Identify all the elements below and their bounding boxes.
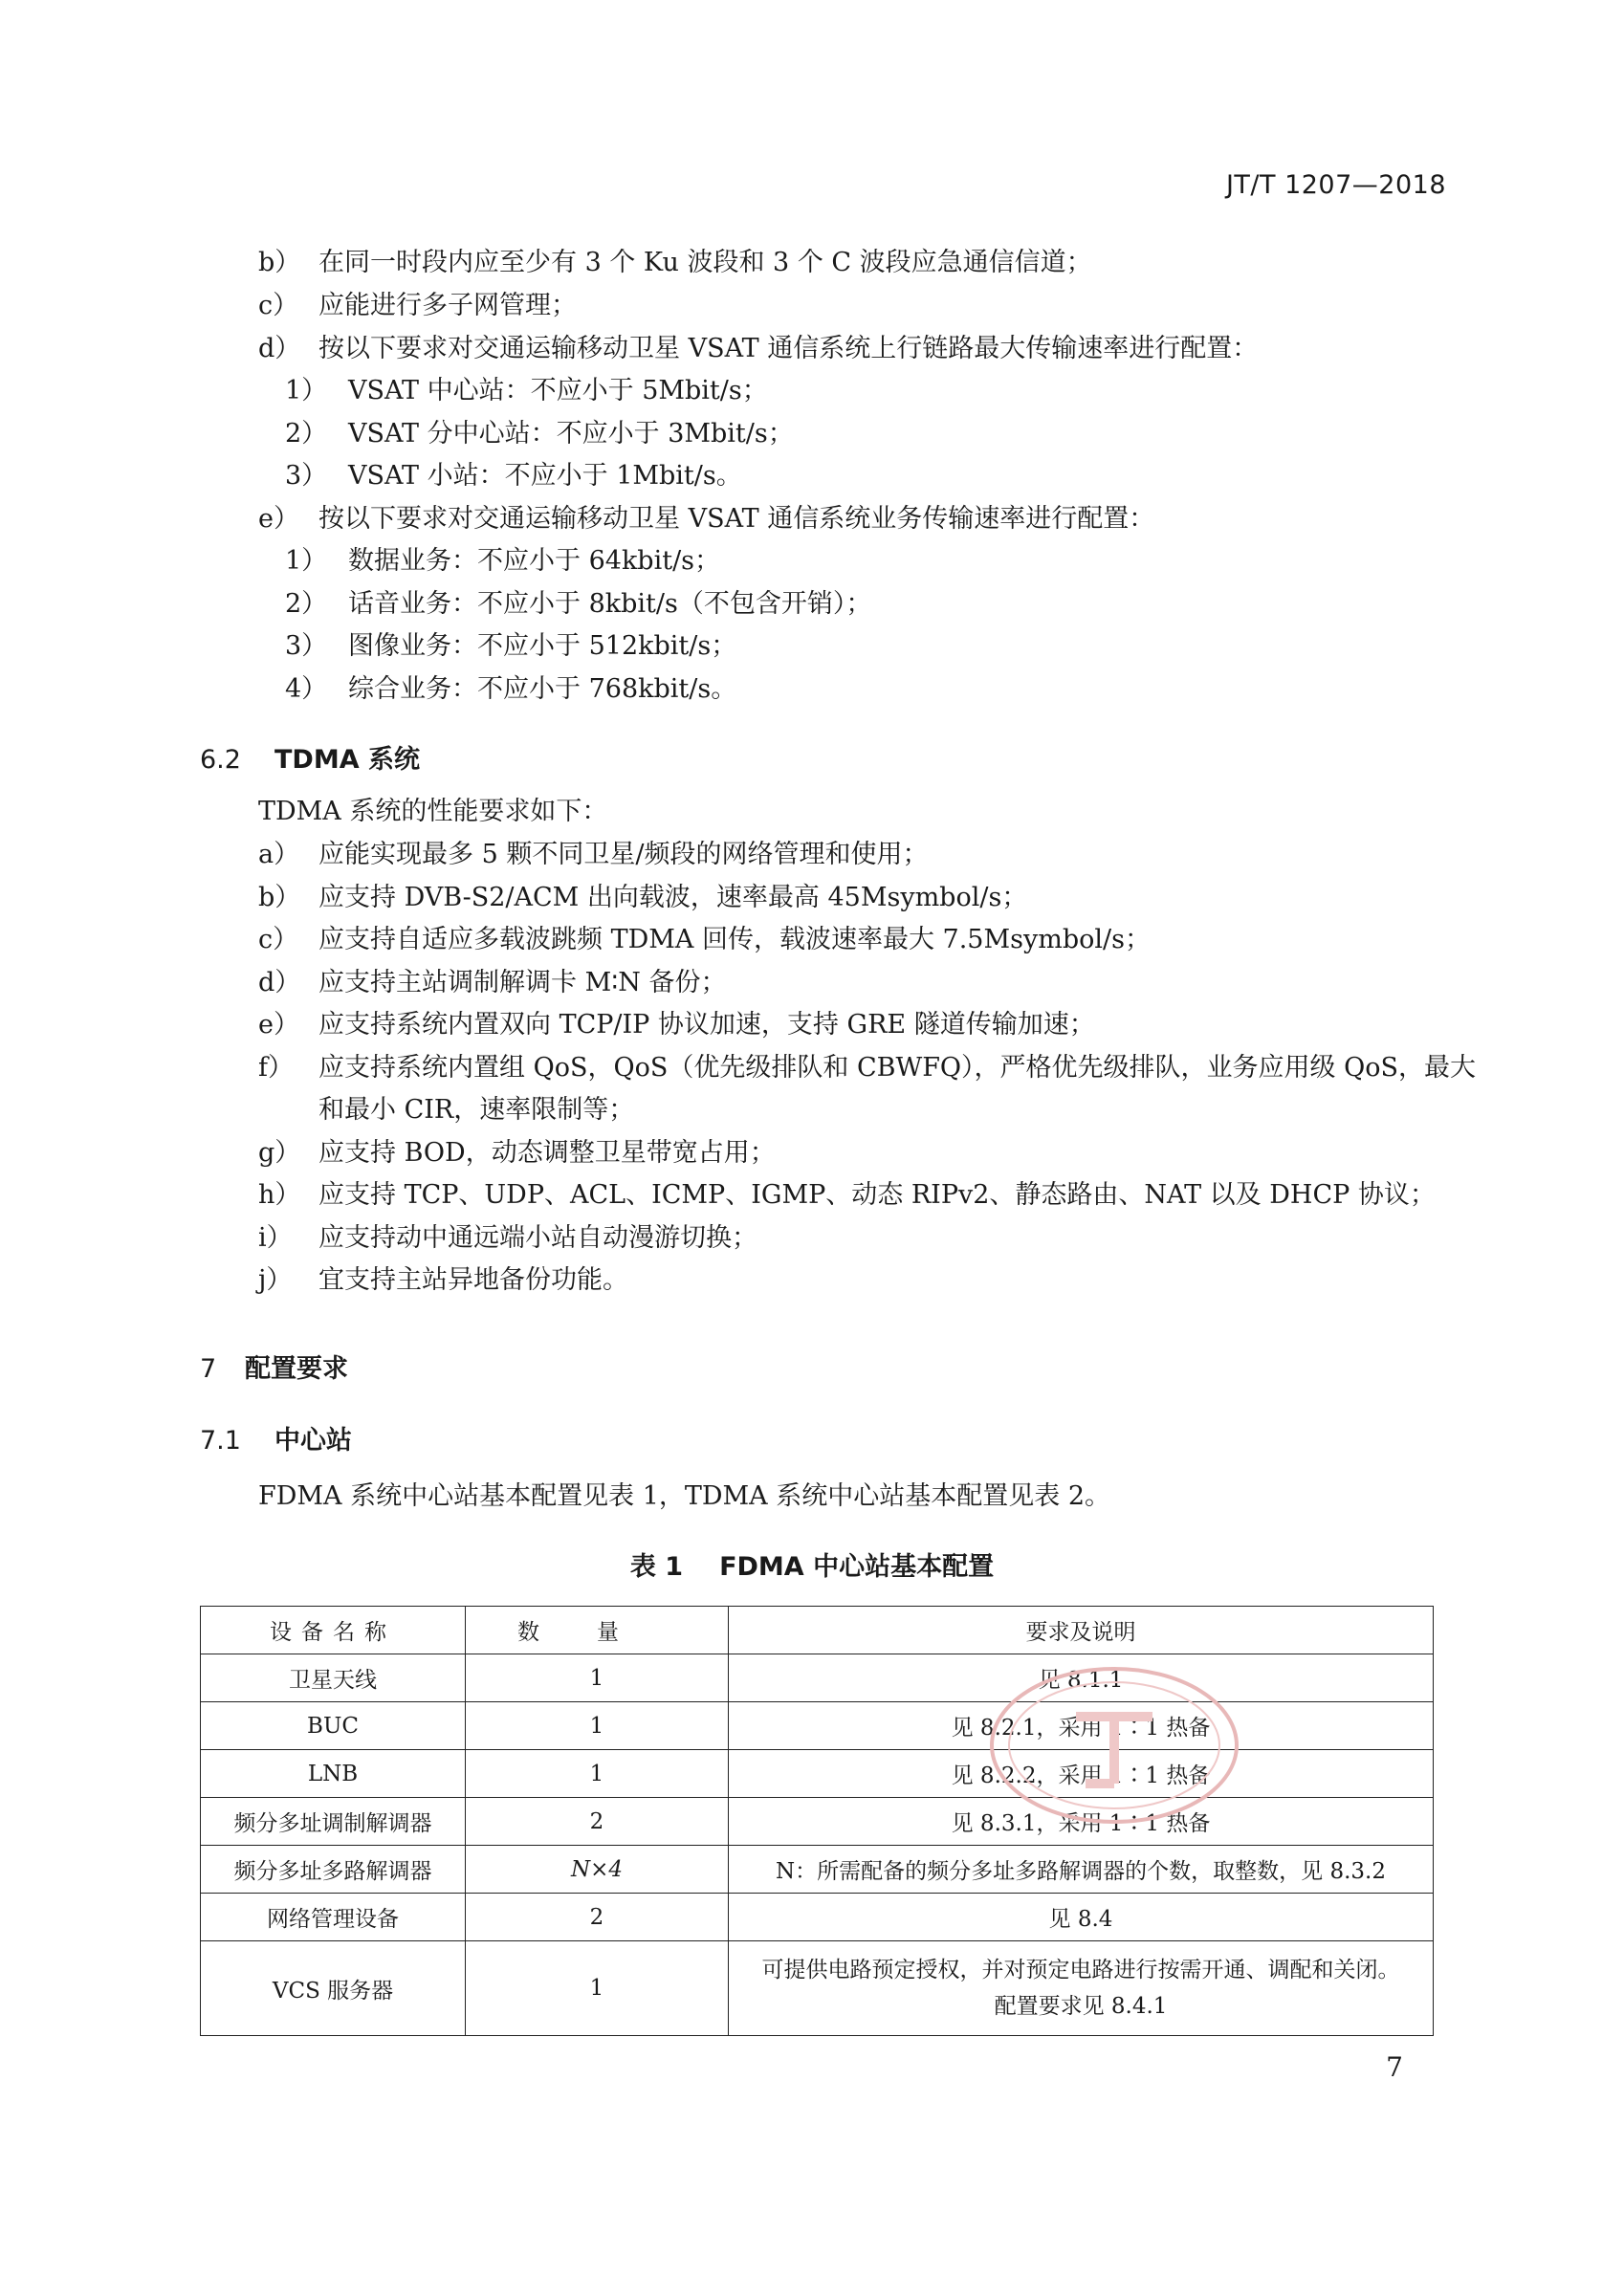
standard-code: JT/T 1207—2018 (1225, 170, 1446, 200)
table-cell: 1 (466, 1941, 729, 2036)
table-cell: 频分多址调制解调器 (201, 1798, 466, 1846)
list-item: 2） VSAT 分中心站：不应小于 3Mbit/s； (285, 419, 794, 449)
table-cell: 网络管理设备 (201, 1894, 466, 1941)
list-item: 2） 话音业务：不应小于 8kbit/s（不包含开销）； (285, 589, 872, 619)
list-item: e） 按以下要求对交通运输移动卫星 VSAT 通信系统业务传输速率进行配置： (258, 504, 1155, 534)
list-item: g） 应支持 BOD，动态调整卫星带宽占用； (258, 1138, 776, 1168)
list-item: b） 在同一时段内应至少有 3 个 Ku 波段和 3 个 C 波段应急通信信道； (258, 248, 1092, 277)
table-cell: VCS 服务器 (201, 1941, 466, 2036)
list-item: 3） 图像业务：不应小于 512kbit/s； (285, 631, 737, 661)
table-row (201, 1894, 1434, 1941)
table-cell: 2 (466, 1894, 729, 1941)
table-header-cell: 要求及说明 (729, 1607, 1434, 1654)
table-header-cell: 设备名称 (201, 1607, 466, 1654)
list-item: d） 按以下要求对交通运输移动卫星 VSAT 通信系统上行链路最大传输速率进行配置： (258, 334, 1259, 363)
table-header-cell: 数量 (466, 1607, 729, 1654)
table-cell: 见 8.3.1，采用 1∶1 热备 (729, 1798, 1434, 1846)
table-cell: 见 8.4 (729, 1894, 1434, 1941)
table-cell: N×4 (466, 1846, 729, 1894)
table-cell: 2 (466, 1798, 729, 1846)
table-row (201, 1654, 1434, 1702)
list-item: c） 应能进行多子网管理； (258, 291, 577, 320)
section-heading-7: 7 配置要求 (200, 1354, 348, 1384)
table-cell: 1 (466, 1750, 729, 1798)
table-cell (729, 1941, 1434, 2036)
table-cell: BUC (201, 1702, 466, 1750)
watermark-stamp (985, 1664, 1243, 1827)
list-item: e） 应支持系统内置双向 TCP/IP 协议加速，支持 GRE 隧道传输加速； (258, 1010, 1095, 1040)
table-row (201, 1798, 1434, 1846)
table-cell: 卫星天线 (201, 1654, 466, 1702)
table-cell: 频分多址多路解调器 (201, 1846, 466, 1894)
table-cell: N：所需配备的频分多址多路解调器的个数，取整数，见 8.3.2 (729, 1846, 1434, 1894)
page-number: 7 (1386, 2051, 1403, 2083)
list-item: j） 宜支持主站异地备份功能。 (258, 1265, 628, 1295)
table-header-row (201, 1607, 1434, 1654)
list-item: b） 应支持 DVB-S2/ACM 出向载波，速率最高 45Msymbol/s； (258, 883, 1028, 912)
table-row (201, 1846, 1434, 1894)
config-table (200, 1606, 1434, 2036)
table-cell: 见 8.2.1，采用 1∶1 热备 (729, 1702, 1434, 1750)
table-cell-line: 可提供电路预定授权，并对预定电路进行按需开通、调配和关闭。 (761, 1958, 1400, 1982)
list-item-continuation: 和最小 CIR，速率限制等； (318, 1095, 635, 1125)
table-row (201, 1702, 1434, 1750)
section-intro: TDMA 系统的性能要求如下： (258, 797, 608, 826)
table-cell-line: 配置要求见 8.4.1 (994, 1994, 1168, 2019)
section-heading-6-2: 6.2 TDMA 系统 (200, 745, 420, 775)
table-cell: 1 (466, 1702, 729, 1750)
list-item: f） 应支持系统内置组 QoS，QoS（优先级排队和 CBWFQ），严格优先级排队，业务应用级 QoS，最大 (258, 1053, 1477, 1083)
list-item: a） 应能实现最多 5 颗不同卫星/频段的网络管理和使用； (258, 840, 929, 869)
list-item: 1） VSAT 中心站：不应小于 5Mbit/s； (285, 376, 768, 405)
table-cell: 见 8.1.1 (729, 1654, 1434, 1702)
table-cell: 见 8.2.2，采用 1∶1 热备 (729, 1750, 1434, 1798)
list-item: c） 应支持自适应多载波跳频 TDMA 回传，载波速率最大 7.5Msymbol/s； (258, 925, 1151, 954)
table-caption: 表 1 FDMA 中心站基本配置 (629, 1552, 995, 1582)
list-item: 3） VSAT 小站：不应小于 1Mbit/s。 (285, 461, 742, 491)
list-item: d） 应支持主站调制解调卡 M∶N 备份； (258, 968, 727, 997)
list-item: 1） 数据业务：不应小于 64kbit/s； (285, 546, 721, 576)
table-cell: 1 (466, 1654, 729, 1702)
list-item: i） 应支持动中通远端小站自动漫游切换； (258, 1223, 757, 1253)
list-item: h） 应支持 TCP、UDP、ACL、ICMP、IGMP、动态 RIPv2、静态路由、NAT 以及 DHCP 协议； (258, 1180, 1436, 1210)
section-heading-7-1: 7.1 中心站 (200, 1426, 352, 1456)
table-row (201, 1941, 1434, 2036)
table-row (201, 1750, 1434, 1798)
list-item: 4） 综合业务：不应小于 768kbit/s。 (285, 674, 737, 704)
section-intro: FDMA 系统中心站基本配置见表 1，TDMA 系统中心站基本配置见表 2。 (258, 1481, 1111, 1511)
table-cell: LNB (201, 1750, 466, 1798)
